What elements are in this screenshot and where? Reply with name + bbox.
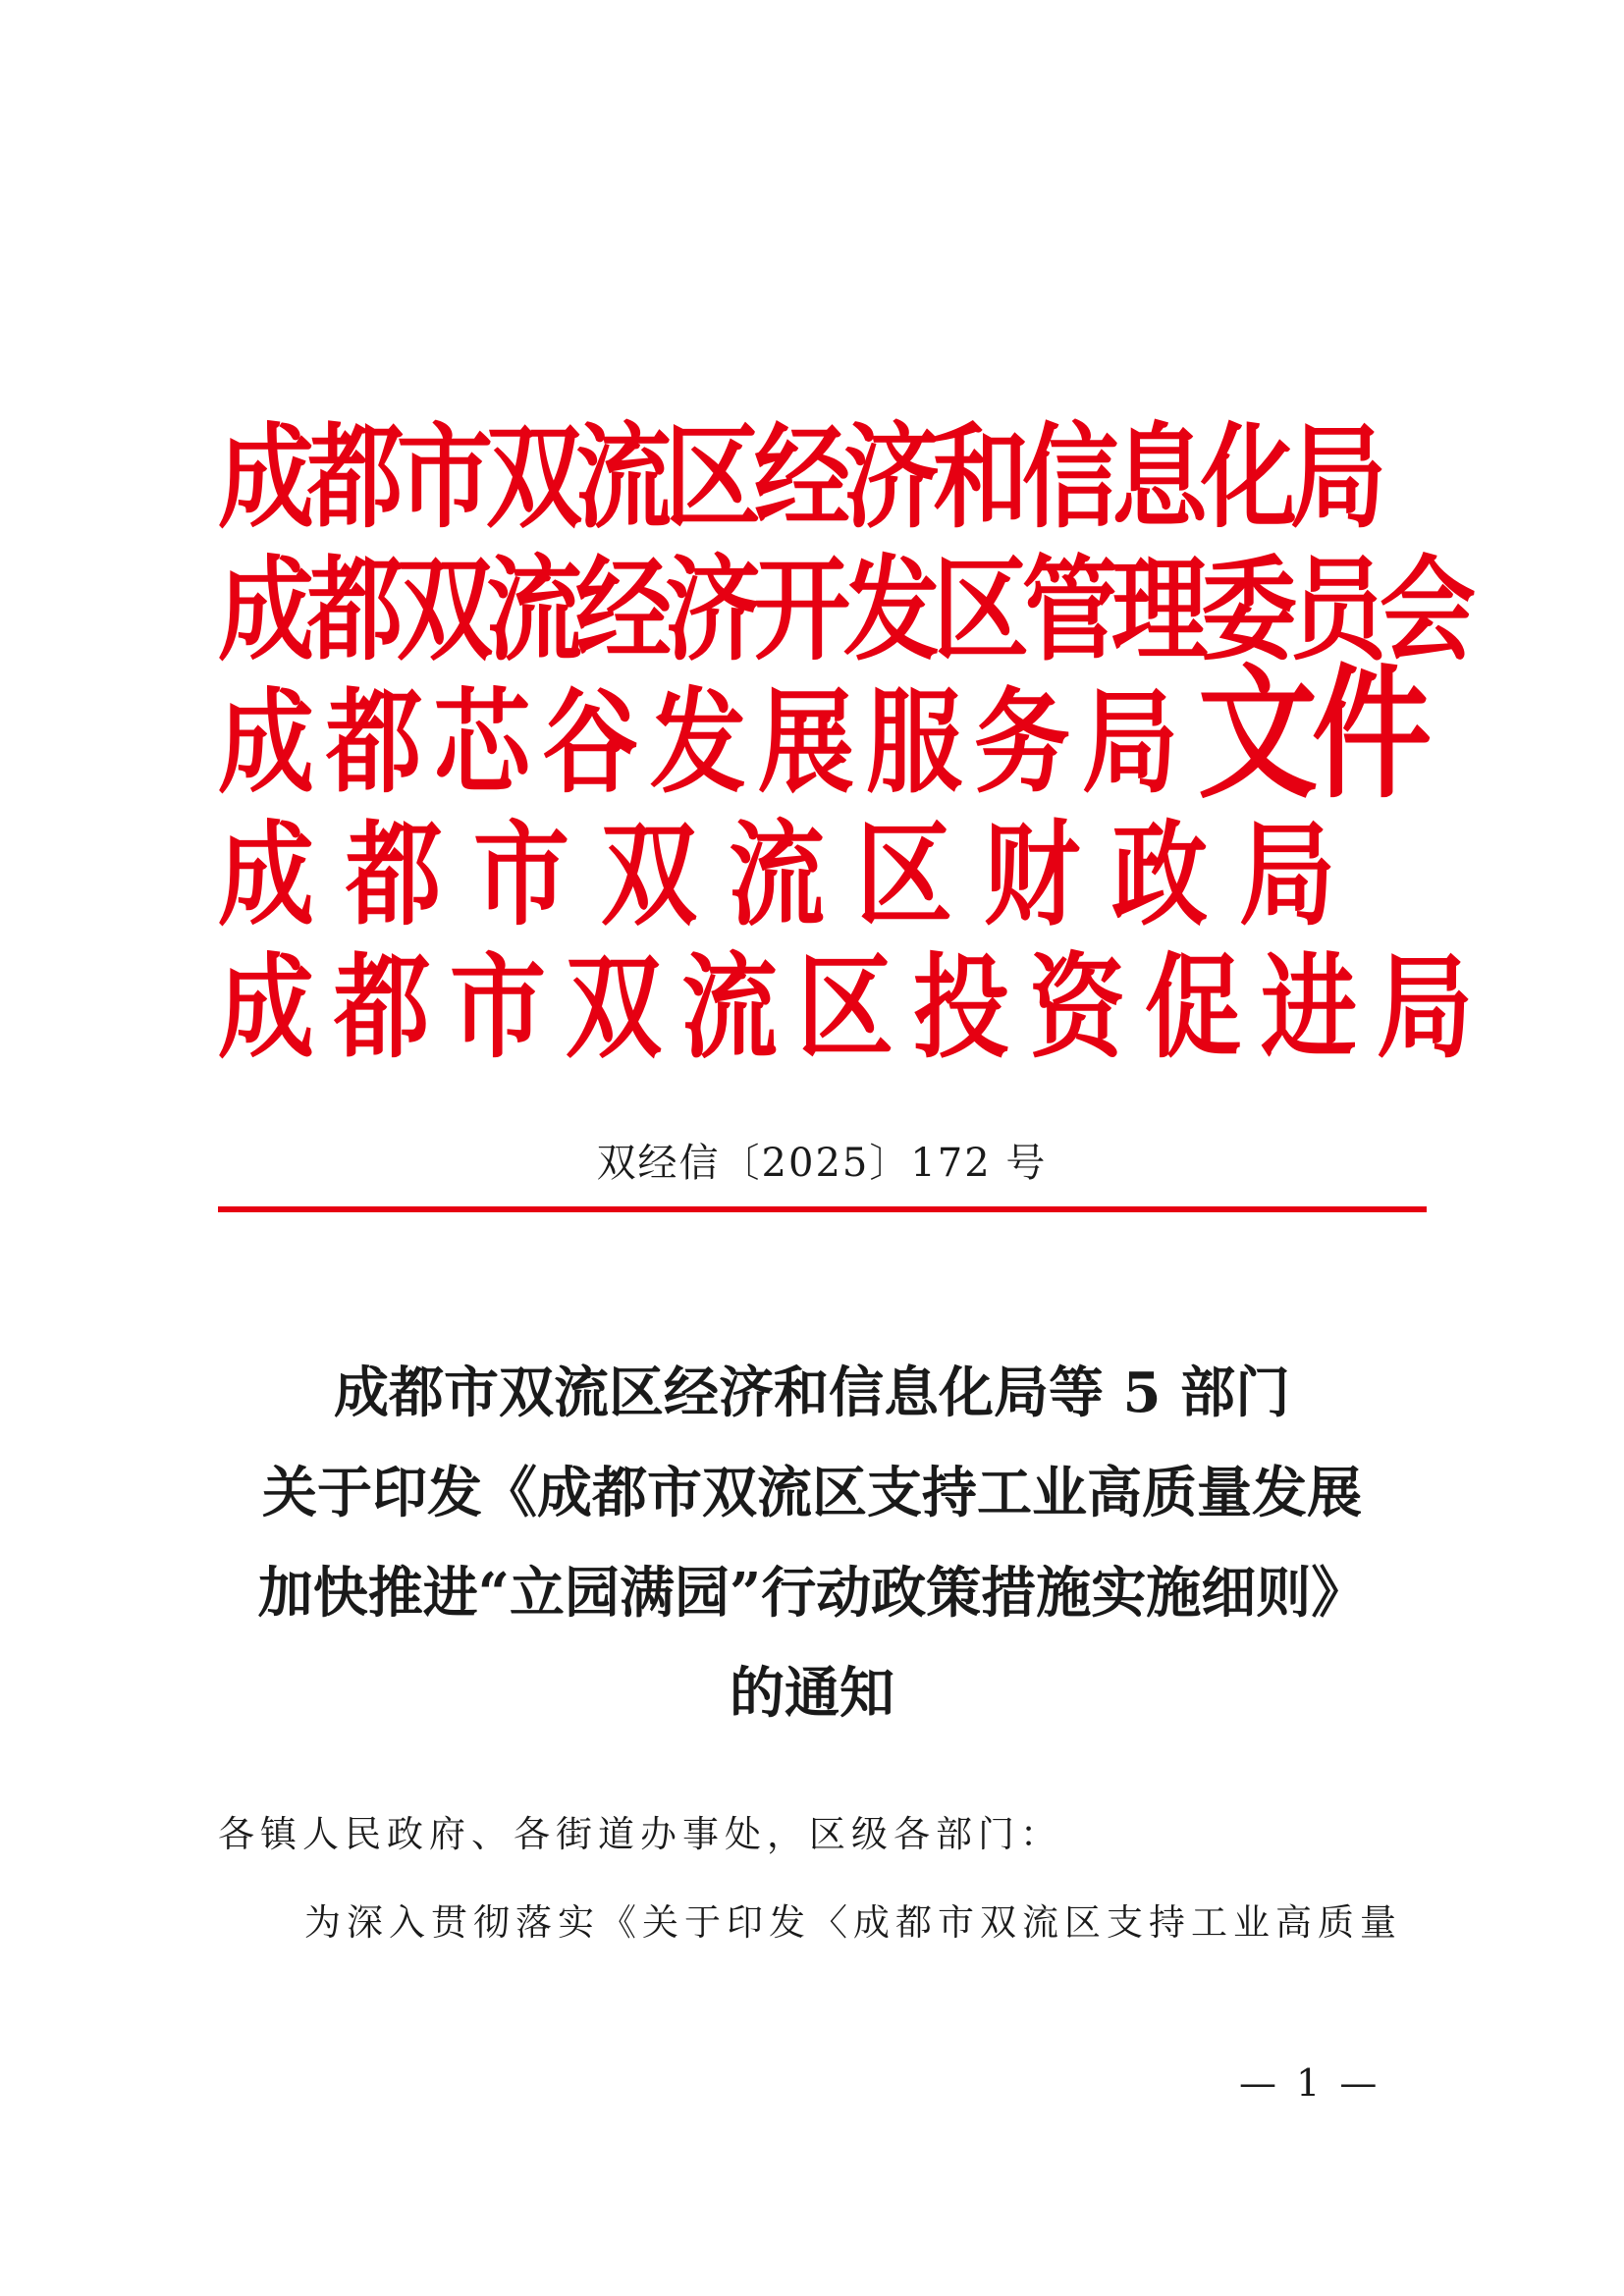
document-title xyxy=(0,1343,1624,1743)
agency-name-2: 成都双流经济开发区管理委员会 xyxy=(218,545,1470,677)
agency-name-5: 成都市双流区投资促进局 xyxy=(218,942,1493,1075)
agency-name-3: 成都芯谷发展服务局 xyxy=(218,677,1191,810)
agency-name-1: 成都市双流区经济和信息化局 xyxy=(218,412,1380,545)
red-divider-line xyxy=(218,1206,1427,1212)
issuing-agencies-header xyxy=(218,388,1493,1075)
body-paragraph: 为深入贯彻落实《关于印发〈成都市双流区支持工业高质量 xyxy=(304,1901,1402,1944)
title-line-2: 关于印发《成都市双流区支持工业高质量发展 xyxy=(262,1461,1362,1525)
agency-name-4: 成都市双流区财政局 xyxy=(218,810,1368,942)
salutation: 各镇人民政府、各街道办事处，区级各部门： xyxy=(218,1813,1062,1855)
page-number: — 1 — xyxy=(1239,2061,1381,2105)
title-line-3: 加快推进“立园满园”行动政策措施实施细则》 xyxy=(257,1561,1367,1626)
title-line-4: 的通知 xyxy=(730,1661,894,1726)
document-word: 文件 xyxy=(1198,651,1426,819)
title-line-1: 成都市双流区经济和信息化局等 5 部门 xyxy=(334,1361,1290,1425)
document-number: 双经信〔2025〕172 号 xyxy=(596,1141,1048,1186)
